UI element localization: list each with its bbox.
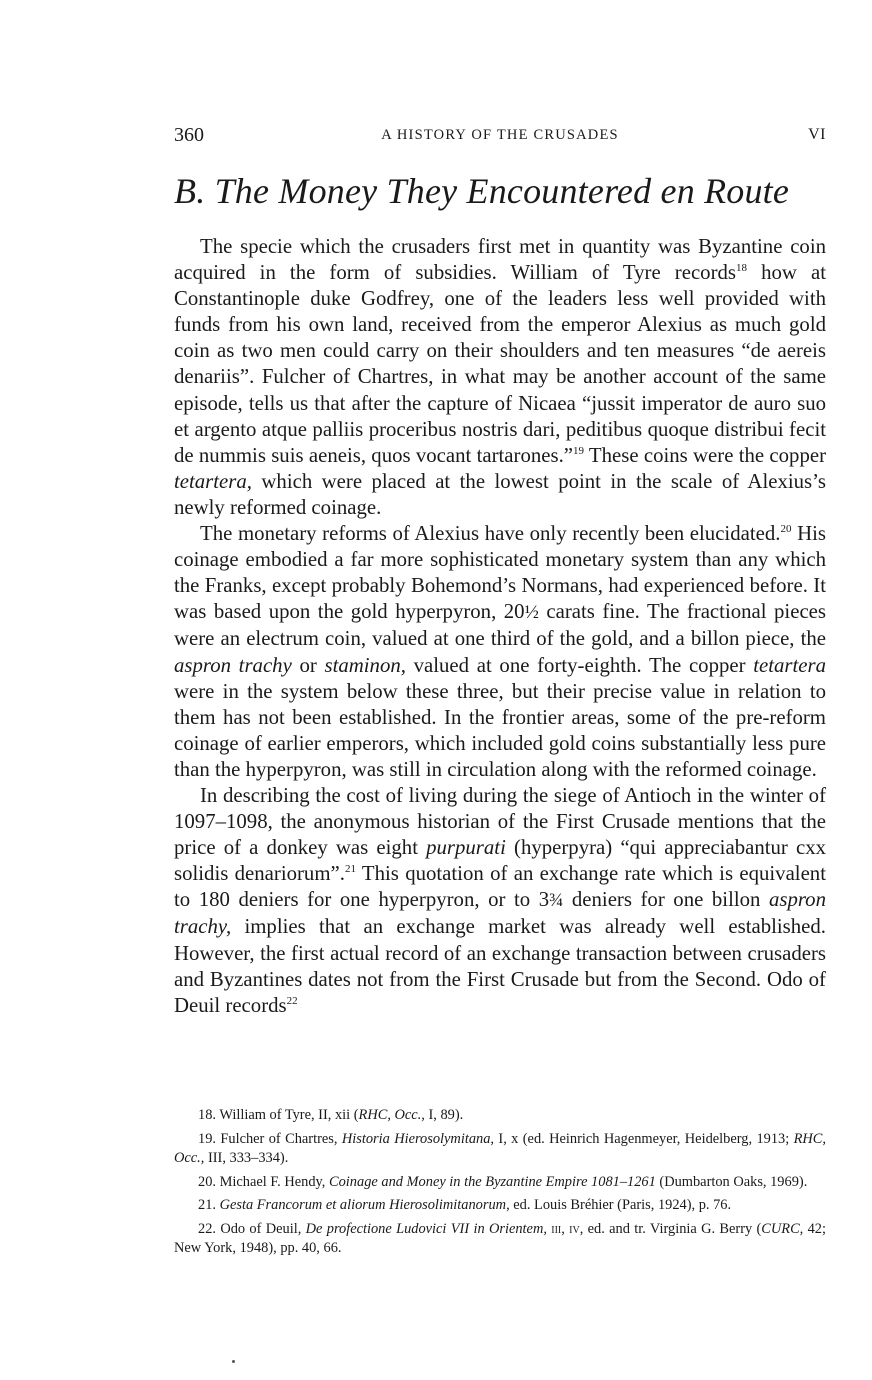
section-title: B. The Money They Encountered en Route — [174, 171, 790, 211]
footnote-21: 21. Gesta Francorum et aliorum Hierosolimitanorum, ed. Louis Bréhier (Paris, 1924), p. 76. — [198, 1197, 732, 1213]
running-title: A HISTORY OF THE CRUSADES — [381, 127, 619, 143]
body-text — [174, 234, 826, 1019]
page-number: 360 — [174, 124, 204, 146]
footnote-ref-22: 22 — [286, 994, 298, 1007]
footnotes — [174, 1106, 826, 1263]
footnote-19: 19. Fulcher of Chartres, Historia Hierosolymitana, I, x (ed. Heinrich Hagenmeyer, Heidelberg, 1913; RHC, Occ., III, 333–334). — [174, 1130, 826, 1166]
footnote-ref-19: 19 — [573, 444, 585, 457]
running-header — [174, 124, 826, 150]
footnote-ref-21: 21 — [344, 863, 356, 876]
paragraph-1: The specie which the crusaders first met in quantity was Byzantine coin acquired in the form of subsidies. William of Tyre records$^{18}$ how at Constantinople duke Godfrey, one of the leaders less well provided with funds from his own land, received from the emperor Alexius as much gold coin as two men could carry on their shoulders and ten measures “de aereis denariis”. Fulcher of Chartres, in what may be another account of the same episode, tells us that after the capture of Nicaea “jussit imperator de auro suo et argento atque palliis proceribus nostris dari, peditibus quoque distribui fecit de nummis suis aeneis, quos vocant tartarones.”$^{19}$ These coins were the copper tetartera, which were placed at the lowest point in the scale of Alexius’s newly reformed coinage. — [174, 235, 826, 519]
footnote-20: 20. Michael F. Hendy, Coinage and Money in the Byzantine Empire 1081–1261 (Dumbarton Oaks, 1969). — [198, 1173, 808, 1190]
paragraph-3: In describing the cost of living during the siege of Antioch in the winter of 1097–1098, the anonymous historian of the First Crusade mentions that the price of a donkey was eight purpurati (hyperpyra) “qui appreciabantur cxx solidis denariorum”.$^{21}$ This quotation of an exchange rate which is equivalent to 180 deniers for one hyperpyron, or to 3¾ deniers for one billon aspron trachy, implies that an exchange market was already well established. However, the first actual record of an exchange transaction between crusaders and Byzantines dates not from the First Crusade but from the Second. Odo of Deuil records$^{22}$ — [174, 783, 826, 1017]
paragraph-2: The monetary reforms of Alexius have only recently been elucidated.$^{20}$ His coinage embodied a far more sophisticated monetary system than any which the Franks, except probably Bohemond’s Normans, had experienced before. It was based upon the gold hyperpyron, 20½ carats fine. The fractional pieces were an electrum coin, valued at one third of the gold, and a billon piece, the aspron trachy or staminon, valued at one forty-eighth. The copper tetartera were in the system below these three, but their precise value in relation to them has not been established. In the frontier areas, some of the pre-reform coinage of earlier emperors, which included gold coins substantially less pure than the hyperpyron, was still in circulation along with the reformed coinage. — [174, 522, 827, 781]
volume-number: VI — [808, 126, 826, 143]
footnote-18: 18. William of Tyre, II, xii (RHC, Occ., I, 89). — [198, 1107, 464, 1123]
footnote-ref-18: 18 — [736, 262, 748, 275]
footnote-ref-20: 20 — [780, 523, 792, 536]
footnote-22: 22. Odo of Deuil, De profectione Ludovici VII in Orientem, iii, iv, ed. and tr. Virginia G. Berry (CURC, 42; New York, 1948), pp. 40, 66. — [174, 1220, 826, 1256]
scan-speck — [232, 1360, 235, 1363]
